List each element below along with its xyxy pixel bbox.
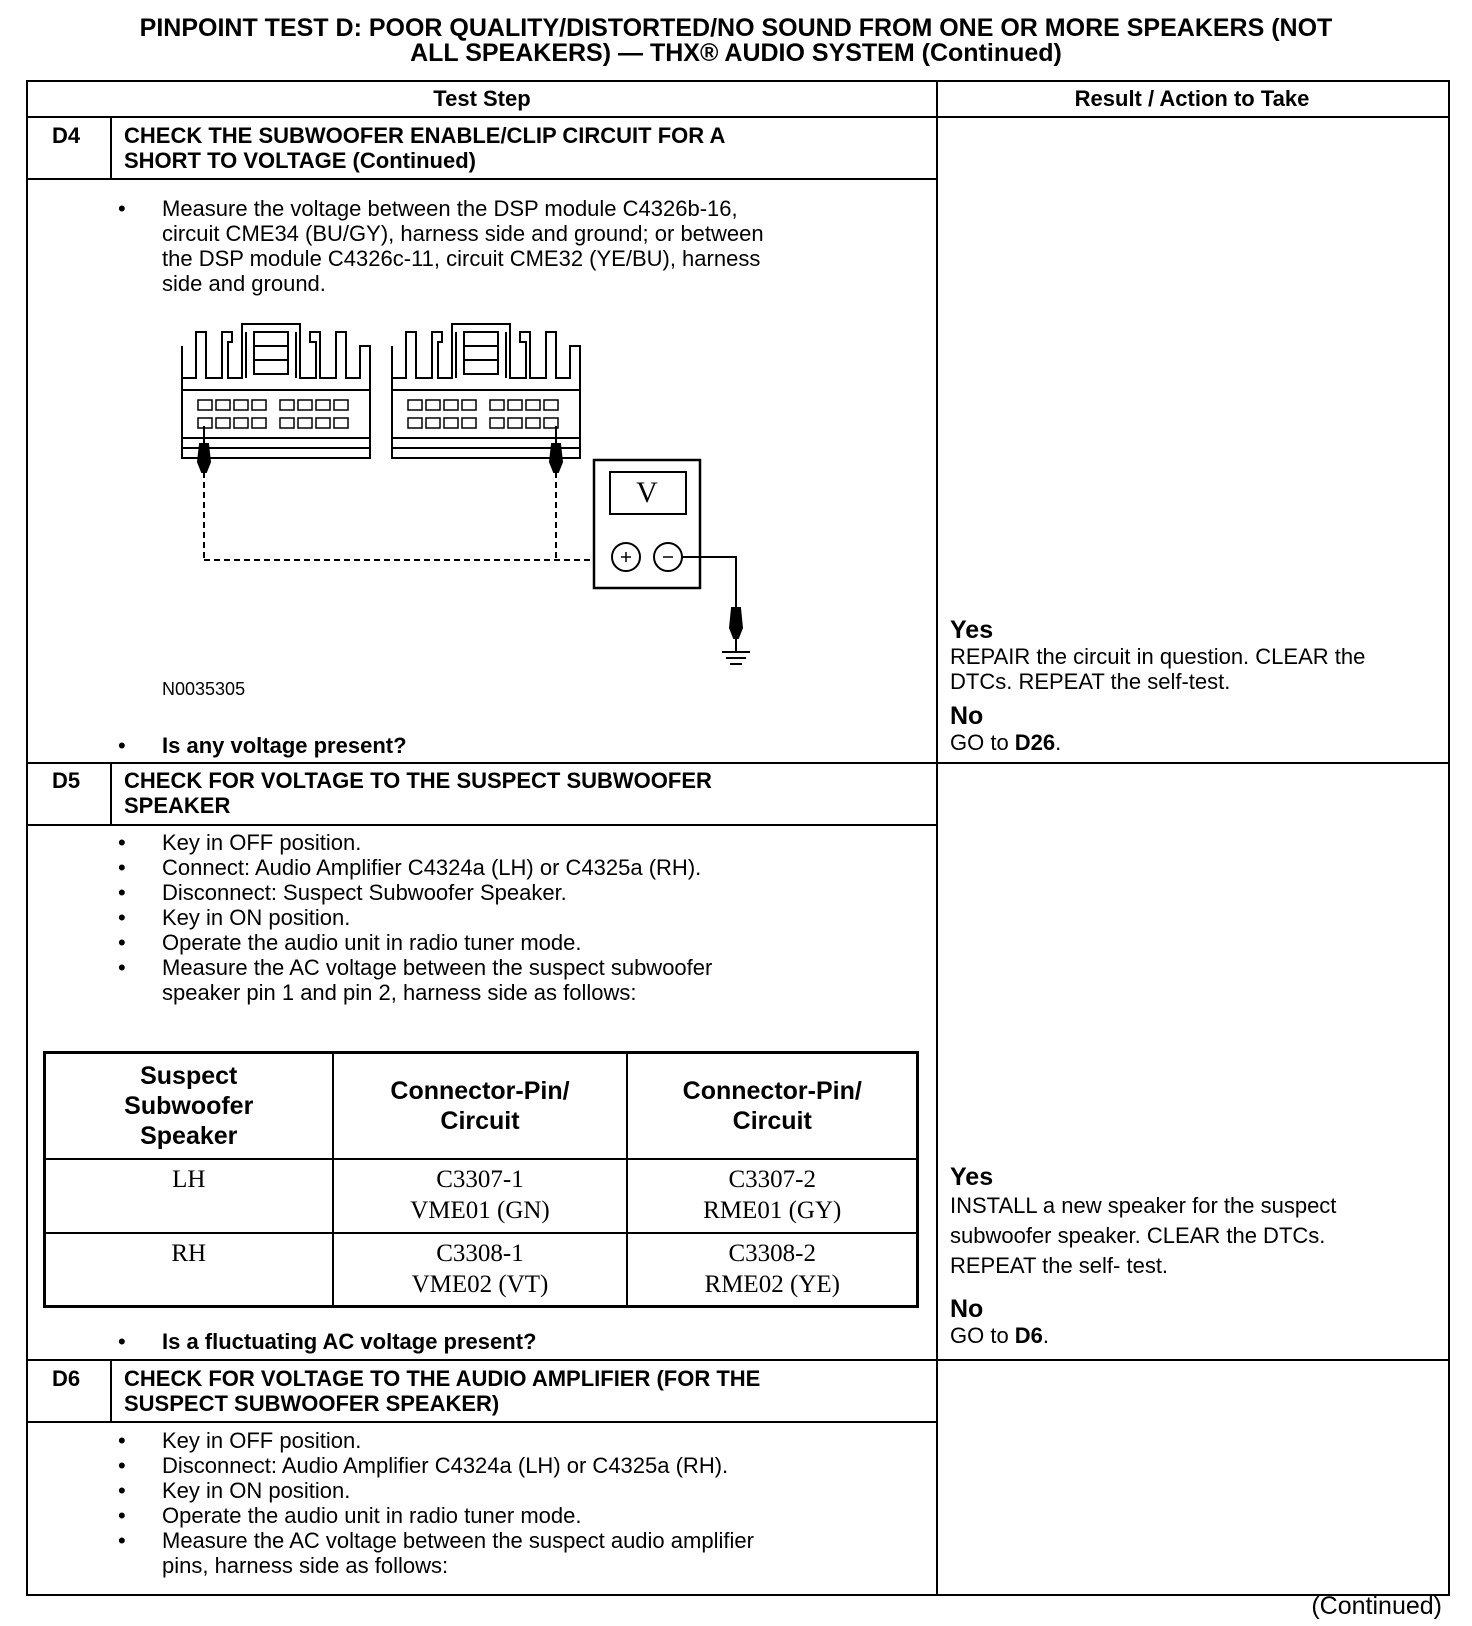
steps-d6 bbox=[114, 1428, 754, 1578]
step-title-underline-d5 bbox=[26, 824, 938, 826]
pin-table-cell-pin: C3308-1 bbox=[436, 1239, 524, 1267]
step-id-d6: D6 bbox=[52, 1366, 81, 1391]
step-d5-6-line-2: speaker pin 1 and pin 2, harness side as follows: bbox=[162, 980, 637, 1005]
step-title-underline-d6 bbox=[26, 1421, 938, 1423]
pin-table-header-speaker-line-3: Speaker bbox=[140, 1121, 238, 1150]
continued-label: (Continued) bbox=[1311, 1592, 1442, 1620]
pin-table-header-connector-2-line-2: Circuit bbox=[732, 1106, 812, 1135]
result-d5 bbox=[950, 1163, 1336, 1348]
result-d4-no bbox=[950, 730, 1365, 755]
result-d5-yes-line-3: REPEAT the self- test. bbox=[950, 1253, 1169, 1278]
step-title-d5-line-1: CHECK FOR VOLTAGE TO THE SUSPECT SUBWOOFER bbox=[124, 768, 712, 793]
step-d6-5-line-2: pins, harness side as follows: bbox=[162, 1553, 449, 1578]
step-title-d6-line-1: CHECK FOR VOLTAGE TO THE AUDIO AMPLIFIER (FOR THE bbox=[124, 1366, 761, 1391]
instruction-d4-line-1: Measure the voltage between the DSP module C4326b-16, bbox=[162, 196, 738, 221]
table-row bbox=[45, 1233, 918, 1307]
pin-table-cell-connector-1 bbox=[333, 1233, 628, 1307]
step-d5-1: • Key in OFF position. bbox=[114, 830, 712, 855]
result-d5-no-label: No bbox=[950, 1295, 984, 1323]
dsp-connector-c4326b bbox=[182, 324, 370, 458]
instruction-d4-line-2: circuit CME34 (BU/GY), harness side and ground; or between bbox=[162, 221, 764, 246]
result-d5-no bbox=[950, 1323, 1336, 1348]
page-title bbox=[0, 16, 1472, 66]
table-row bbox=[45, 1159, 918, 1233]
pin-table-header-row bbox=[45, 1053, 918, 1159]
probe-left bbox=[198, 426, 210, 472]
pin-table-cell-connector-2 bbox=[627, 1159, 917, 1233]
step-id-d5: D5 bbox=[52, 768, 81, 793]
step-d6-4: • Operate the audio unit in radio tuner mode. bbox=[114, 1503, 754, 1528]
step-title-d5 bbox=[124, 768, 712, 818]
result-d4-no-target: D26 bbox=[1014, 730, 1056, 755]
voltmeter-wiring-diagram bbox=[170, 322, 770, 702]
header-test-step: Test Step bbox=[433, 86, 531, 111]
header-divider bbox=[26, 116, 1448, 118]
header-result: Result / Action to Take bbox=[1074, 86, 1310, 111]
dsp-connector-c4326c bbox=[392, 324, 580, 458]
speaker-pin-table bbox=[43, 1051, 919, 1308]
step-id-d4: D4 bbox=[52, 123, 81, 148]
pin-table-cell-circuit: VME02 (VT) bbox=[411, 1270, 549, 1298]
result-d5-no-end: . bbox=[1042, 1323, 1050, 1348]
instruction-d4-line-3: the DSP module C4326c-11, circuit CME32 (YE/BU), harness bbox=[162, 246, 761, 271]
voltmeter-label: V bbox=[636, 476, 658, 509]
column-divider bbox=[936, 80, 938, 1594]
pin-table-cell-pin: C3308-2 bbox=[728, 1239, 816, 1267]
test-leads bbox=[204, 472, 594, 560]
result-d5-yes-label: Yes bbox=[950, 1163, 994, 1191]
pin-table-cell-connector-2 bbox=[627, 1233, 917, 1307]
result-d4-yes-line-2: DTCs. REPEAT the self-test. bbox=[950, 669, 1231, 694]
step-d5-2: • Connect: Audio Amplifier C4324a (LH) or C4325a (RH). bbox=[114, 855, 712, 880]
step-d6-5 bbox=[114, 1528, 754, 1578]
step-d5-5: • Operate the audio unit in radio tuner mode. bbox=[114, 930, 712, 955]
result-d5-yes-line-1: INSTALL a new speaker for the suspect bbox=[950, 1193, 1337, 1218]
row-divider-d5-d6 bbox=[26, 1359, 1448, 1361]
pin-table-cell-connector-1 bbox=[333, 1159, 628, 1233]
pin-table-header-connector-2-line-1: Connector-Pin/ bbox=[682, 1076, 862, 1105]
result-d5-yes-line-2: subwoofer speaker. CLEAR the DTCs. bbox=[950, 1223, 1326, 1248]
instruction-d4-line-4: side and ground. bbox=[162, 271, 326, 296]
pin-table-cell-speaker: RH bbox=[45, 1233, 333, 1307]
step-title-d4 bbox=[124, 123, 725, 173]
title-line-1: PINPOINT TEST D: POOR QUALITY/DISTORTED/NO SOUND FROM ONE OR MORE SPEAKERS (NOT bbox=[139, 14, 1333, 42]
pin-table-header-connector-2 bbox=[627, 1053, 917, 1159]
pin-table-header-speaker-line-2: Subwoofer bbox=[124, 1091, 254, 1120]
pin-table-cell-circuit: RME01 (GY) bbox=[703, 1196, 842, 1224]
question-d4: • Is any voltage present? bbox=[114, 733, 407, 759]
result-d4-no-label: No bbox=[950, 702, 984, 730]
step-id-divider-d6 bbox=[110, 1359, 112, 1421]
ground-icon bbox=[722, 652, 750, 664]
title-line-2: ALL SPEAKERS) — THX® AUDIO SYSTEM (Continued) bbox=[410, 39, 1062, 67]
step-title-d6 bbox=[124, 1366, 760, 1416]
step-title-d6-line-2: SUSPECT SUBWOOFER SPEAKER) bbox=[124, 1391, 500, 1416]
ground-lead bbox=[682, 557, 742, 652]
question-d5: • Is a fluctuating AC voltage present? bbox=[114, 1329, 536, 1355]
pin-table-cell-pin: C3307-2 bbox=[728, 1165, 816, 1193]
steps-d5 bbox=[114, 830, 712, 1005]
pin-table-cell-pin: C3307-1 bbox=[436, 1165, 524, 1193]
pin-table-cell-speaker: LH bbox=[45, 1159, 333, 1233]
step-d5-3: • Disconnect: Suspect Subwoofer Speaker. bbox=[114, 880, 712, 905]
result-d4-yes-line-1: REPAIR the circuit in question. CLEAR the bbox=[950, 644, 1366, 669]
result-d4-no-end: . bbox=[1055, 730, 1062, 755]
result-d4-yes-label: Yes bbox=[950, 616, 994, 644]
row-divider-d4-d5 bbox=[26, 762, 1448, 764]
step-d6-5-line-1: Measure the AC voltage between the suspect audio amplifier bbox=[162, 1528, 754, 1553]
step-d6-3: • Key in ON position. bbox=[114, 1478, 754, 1503]
step-title-d5-line-2: SPEAKER bbox=[124, 793, 231, 818]
step-d5-6-line-1: Measure the AC voltage between the suspect subwoofer bbox=[162, 955, 713, 980]
step-d5-4: • Key in ON position. bbox=[114, 905, 712, 930]
step-id-divider-d5 bbox=[110, 762, 112, 824]
result-d4 bbox=[950, 616, 1365, 755]
pin-table-header-connector-1-line-2: Circuit bbox=[440, 1106, 520, 1135]
step-title-d4-line-2: SHORT TO VOLTAGE (Continued) bbox=[124, 148, 476, 173]
step-title-d4-line-1: CHECK THE SUBWOOFER ENABLE/CLIP CIRCUIT FOR A bbox=[124, 123, 726, 148]
probe-right bbox=[550, 426, 562, 472]
pin-table-cell-circuit: RME02 (YE) bbox=[704, 1270, 840, 1298]
step-d6-2: • Disconnect: Audio Amplifier C4324a (LH) or C4325a (RH). bbox=[114, 1453, 754, 1478]
pin-table-header-speaker-line-1: Suspect bbox=[140, 1061, 238, 1090]
result-d4-no-text: GO to bbox=[950, 730, 1015, 755]
pin-table-header-connector-1 bbox=[333, 1053, 628, 1159]
step-d6-1: • Key in OFF position. bbox=[114, 1428, 754, 1453]
step-id-divider-d4 bbox=[110, 116, 112, 178]
result-d5-no-text: GO to bbox=[950, 1323, 1015, 1348]
instruction-d4 bbox=[114, 196, 764, 296]
figure-id-d4: N0035305 bbox=[162, 679, 246, 699]
pin-table-header-speaker bbox=[45, 1053, 333, 1159]
instructions-d4 bbox=[114, 196, 764, 296]
step-d5-6 bbox=[114, 955, 712, 1005]
pin-table-header-connector-1-line-1: Connector-Pin/ bbox=[390, 1076, 570, 1105]
pin-table-cell-circuit: VME01 (GN) bbox=[410, 1196, 550, 1224]
result-d5-no-target: D6 bbox=[1014, 1323, 1043, 1348]
step-title-underline-d4 bbox=[26, 178, 938, 180]
